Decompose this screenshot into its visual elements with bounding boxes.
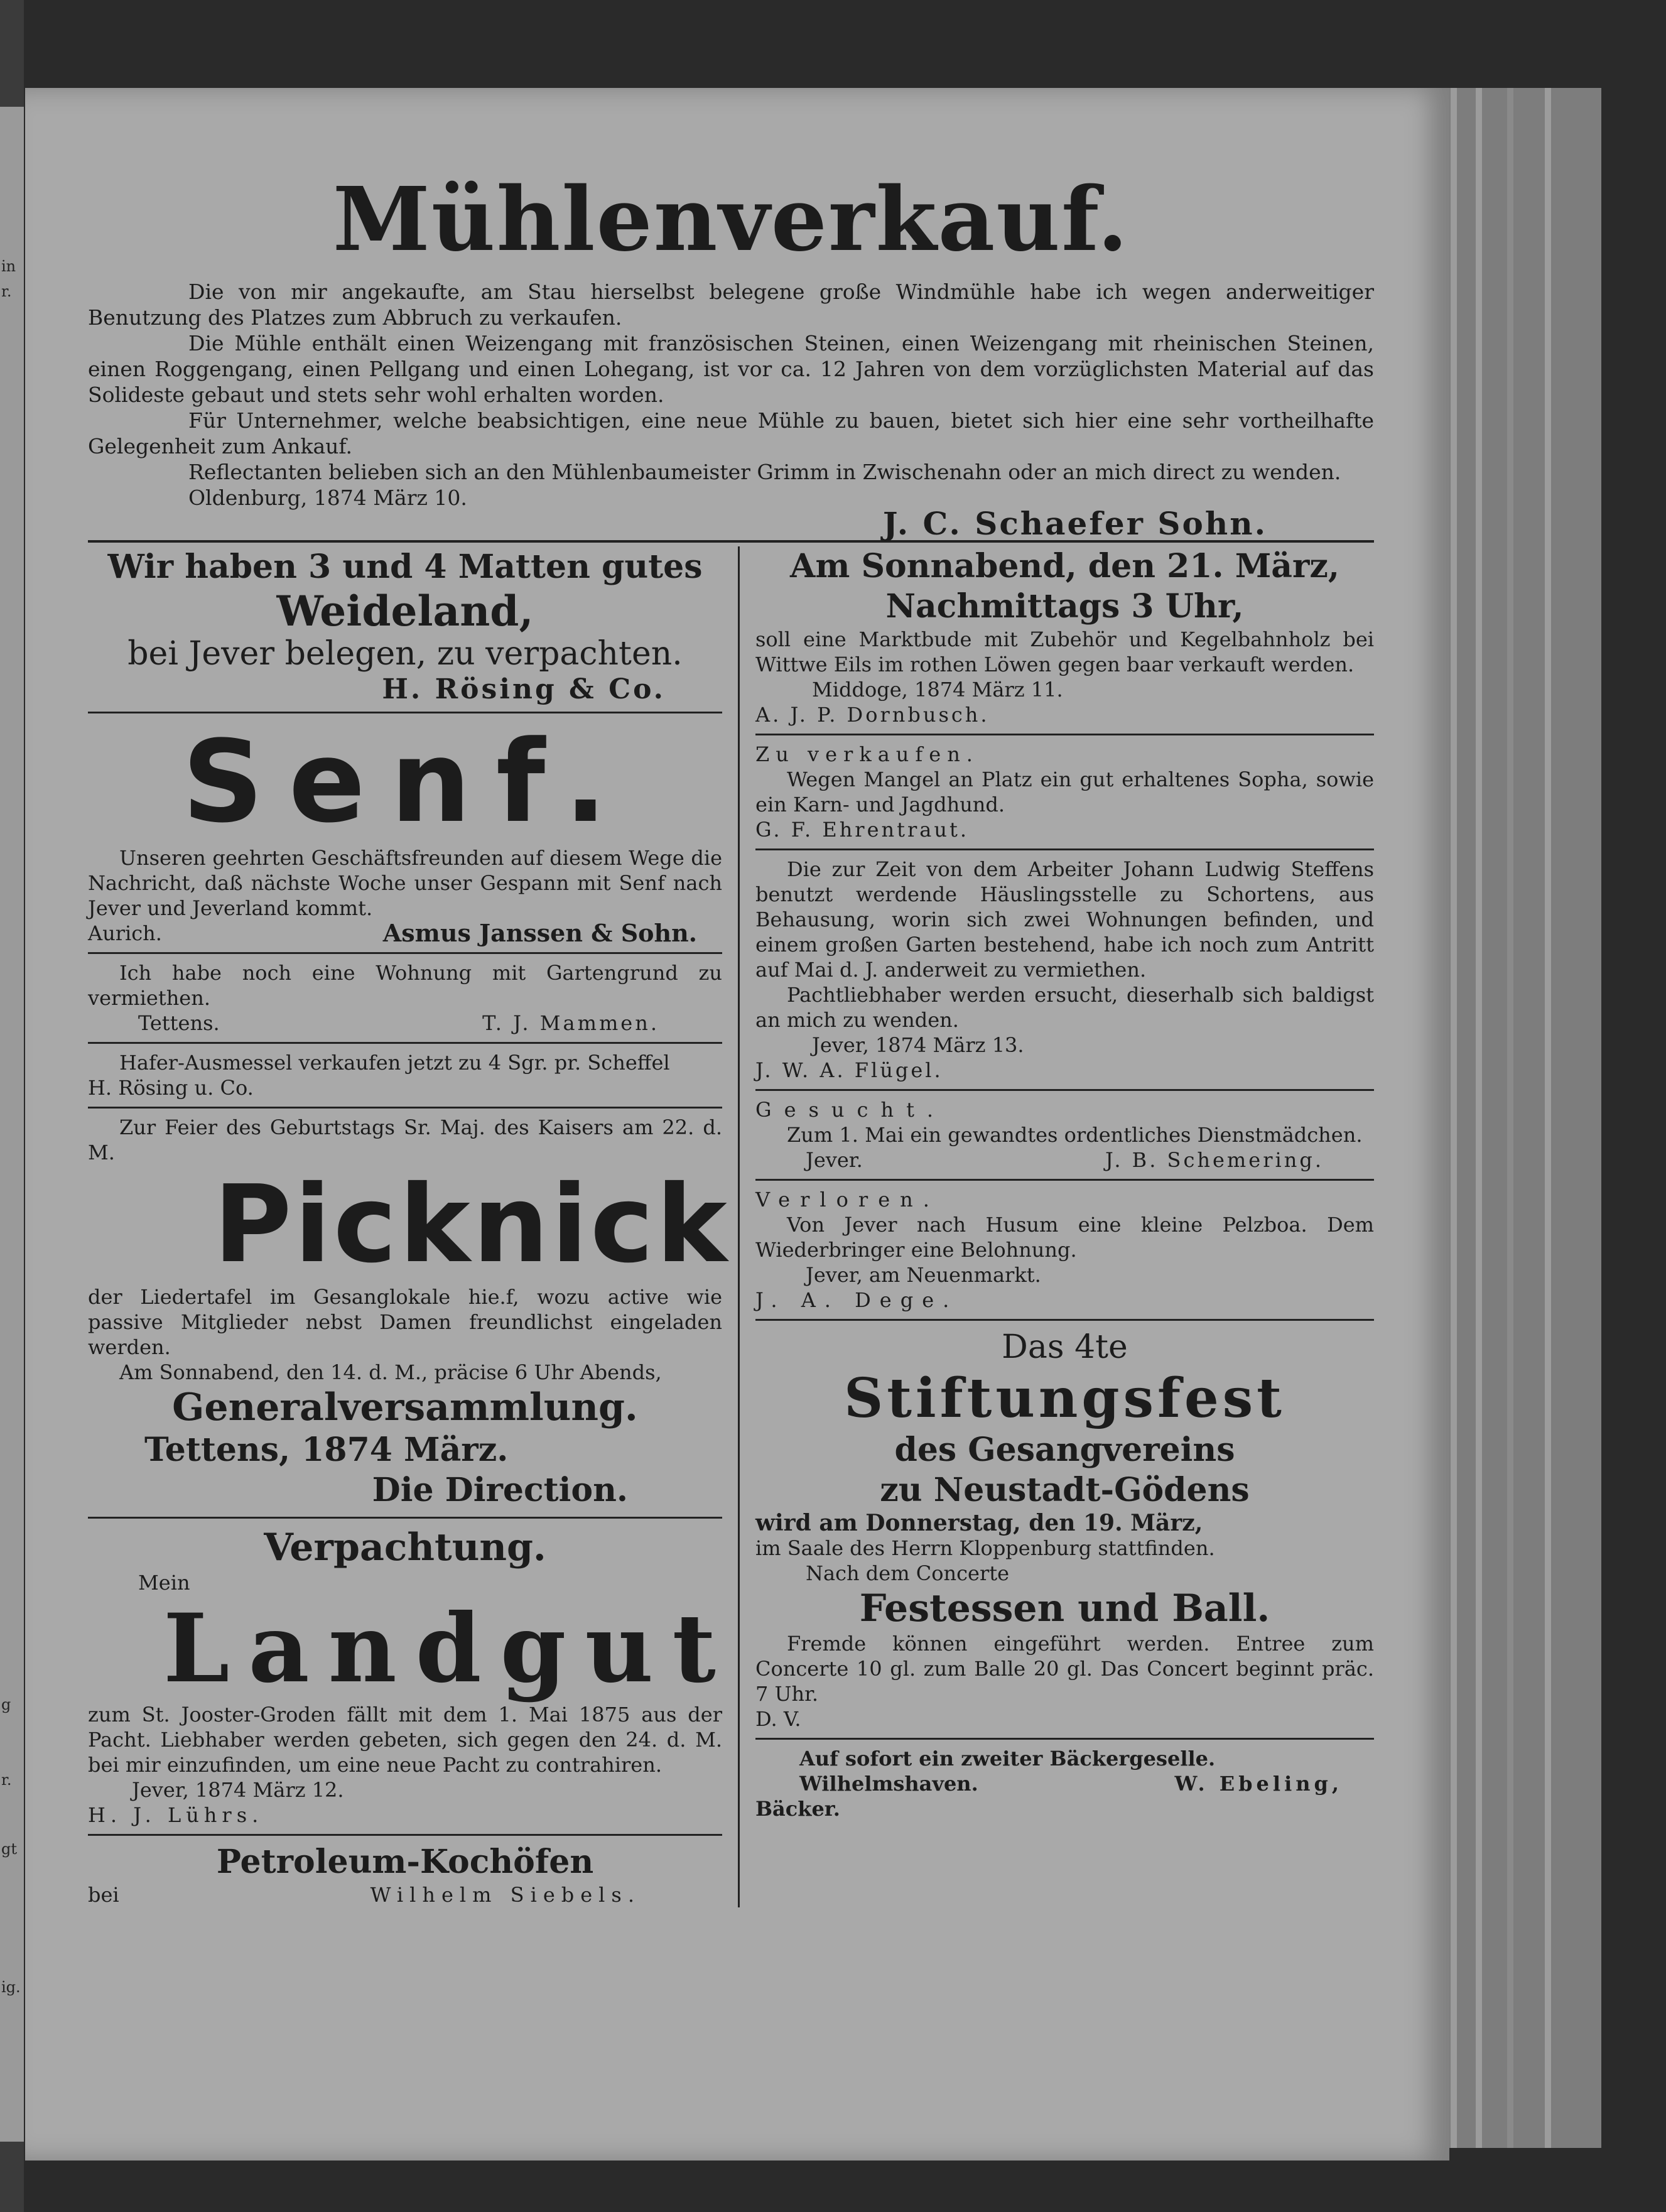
ad-senf-footer bbox=[88, 921, 722, 946]
ad-wohnung-place: Tettens. bbox=[138, 1011, 220, 1035]
ad-haeuslingsstelle-date: Jever, 1874 März 13. bbox=[812, 1033, 1024, 1057]
ad-verloren-signature: J. A. Dege. bbox=[755, 1288, 958, 1312]
ad-baecker-place: Wilhelmshaven. bbox=[799, 1772, 978, 1796]
ad-sonnabend-date: Middoge, 1874 März 11. bbox=[812, 678, 1063, 702]
facing-page-margin bbox=[0, 107, 24, 2142]
ad-generalversammlung-signature: Die Direction. bbox=[372, 1471, 628, 1509]
divider bbox=[755, 734, 1374, 735]
ad-stiftungsfest-line4: zu Neustadt-Gödens bbox=[880, 1471, 1250, 1509]
ad-weideland-line2: Weideland, bbox=[276, 587, 534, 636]
ad-petroleum-title: Petroleum-Kochöfen bbox=[216, 1843, 594, 1881]
ad-wohnung-text: Ich habe noch eine Wohnung mit Gartengrund zu vermiethen. bbox=[88, 961, 722, 1010]
margin-fragment: g bbox=[1, 1696, 11, 1713]
left-column bbox=[88, 546, 735, 1907]
ad-petroleum-footer bbox=[88, 1882, 722, 1907]
divider bbox=[88, 1107, 722, 1109]
ad-sonnabend-signature: A. J. P. Dornbusch. bbox=[755, 703, 990, 727]
divider bbox=[755, 1319, 1374, 1321]
margin-fragment: r. bbox=[1, 283, 12, 300]
divider bbox=[755, 1179, 1374, 1181]
ad-picknick-text: der Liedertafel im Gesanglokale hie.f, wozu active wie passive Mitglieder nebst Damen freundlichst eingeladen werden. bbox=[88, 1285, 722, 1359]
ad-picknick-title: Picknick bbox=[214, 1163, 730, 1287]
divider bbox=[755, 848, 1374, 850]
ad-baecker-text: Auf sofort ein zweiter Bäckergeselle. bbox=[799, 1747, 1216, 1770]
ad-stiftungsfest-text: Fremde können eingeführt werden. Entree zum Concerte 10 gl. zum Balle 20 gl. Das Concert beginnt präc. 7 Uhr. bbox=[755, 1632, 1374, 1706]
newspaper-page bbox=[25, 88, 1449, 2160]
ad-gesucht-place: Jever. bbox=[806, 1148, 863, 1172]
ad-gesucht-text: Zum 1. Mai ein gewandtes ordentliches Dienstmädchen. bbox=[787, 1123, 1363, 1147]
notice-paragraph: Für Unternehmer, welche beabsichtigen, eine neue Mühle zu bauen, bietet sich hier eine sehr vortheilhafte Gelegenheit zum Ankauf. bbox=[88, 408, 1374, 458]
ad-haeuslingsstelle-text: Die zur Zeit von dem Arbeiter Johann Ludwig Steffens benutzt werdende Häuslingsstelle zu Schortens, aus Behausung, worin sich zwei Wohnungen befinden, und einem großen Garten bestehend, habe ich noch zum Antritt auf Mai d. J. anderweit zu vermiethen. bbox=[755, 857, 1374, 982]
ad-zuverkaufen-title: Zu verkaufen. bbox=[755, 742, 979, 766]
ad-senf-place: Aurich. bbox=[88, 921, 162, 945]
ad-landgut-signature: H. J. Lührs. bbox=[88, 1803, 264, 1827]
ad-picknick-text2: Am Sonnabend, den 14. d. M., präcise 6 Uhr Abends, bbox=[119, 1360, 662, 1384]
ad-gesucht-signature: J. B. Schemering. bbox=[1105, 1148, 1324, 1172]
ad-verloren-text: Von Jever nach Husum eine kleine Pelzboa. Dem Wiederbringer eine Belohnung. bbox=[755, 1213, 1374, 1262]
ad-stiftungsfest-line3: des Gesangvereins bbox=[894, 1431, 1235, 1469]
ad-verloren-place: Jever, am Neuenmarkt. bbox=[806, 1263, 1041, 1287]
divider bbox=[88, 952, 722, 954]
ad-stiftungsfest-line8: Festessen und Ball. bbox=[859, 1586, 1270, 1630]
divider bbox=[88, 1042, 722, 1044]
ad-stiftungsfest-line6: im Saale des Herrn Kloppenburg stattfinden. bbox=[755, 1536, 1215, 1560]
margin-fragment: r. bbox=[1, 1771, 12, 1789]
divider bbox=[88, 712, 722, 713]
notice-signature: J. C. Schaefer Sohn. bbox=[882, 505, 1267, 542]
two-column-ads bbox=[88, 546, 1374, 1907]
ad-haeuslingsstelle-signature: J. W. A. Flügel. bbox=[755, 1058, 943, 1082]
divider bbox=[88, 1517, 722, 1519]
ad-stiftungsfest-signature: D. V. bbox=[755, 1707, 801, 1731]
book-page-edges bbox=[1438, 88, 1601, 2148]
divider bbox=[88, 1834, 722, 1836]
notice-paragraph: Die von mir angekaufte, am Stau hierselbst belegene große Windmühle habe ich wegen anderweitiger Benutzung des Platzes zum Abbruch zu verkaufen. bbox=[88, 279, 1374, 330]
ad-weideland-signature: H. Rösing & Co. bbox=[382, 673, 666, 705]
notice-muehlenverkauf bbox=[88, 279, 1374, 542]
notice-place-date: Oldenburg, 1874 März 10. bbox=[188, 485, 467, 510]
ad-gesucht-footer bbox=[755, 1147, 1374, 1173]
ad-senf-signature: Asmus Janssen & Sohn. bbox=[382, 919, 697, 947]
ad-gesucht-title: Gesucht. bbox=[755, 1098, 946, 1122]
ad-hafer-signature: H. Rösing u. Co. bbox=[88, 1076, 254, 1100]
ad-zuverkaufen-signature: G. F. Ehrentraut. bbox=[755, 818, 970, 842]
page-content bbox=[88, 170, 1374, 1907]
ad-weideland-line3: bei Jever belegen, zu verpachten. bbox=[127, 635, 683, 673]
notice-paragraph: Reflectanten belieben sich an den Mühlenbaumeister Grimm in Zwischenahn oder an mich direct zu wenden. bbox=[188, 460, 1341, 484]
ad-wohnung-footer bbox=[88, 1011, 722, 1036]
divider bbox=[755, 1089, 1374, 1091]
ad-sonnabend-line1: Am Sonnabend, den 21. März, bbox=[789, 547, 1340, 585]
ad-stiftungsfest-line5: wird am Donnerstag, den 19. März, bbox=[755, 1510, 1203, 1536]
margin-fragment: gt bbox=[1, 1840, 18, 1858]
ad-landgut-text: zum St. Jooster-Groden fällt mit dem 1. Mai 1875 aus der Pacht. Liebhaber werden gebeten, sich gegen den 24. d. M. bei mir einzufinden, um eine neue Pacht zu contrahiren. bbox=[88, 1703, 722, 1777]
ad-verpachtung-title: Verpachtung. bbox=[264, 1526, 546, 1570]
margin-fragment: ig. bbox=[1, 1978, 21, 1996]
ad-stiftungsfest-line1: Das 4te bbox=[1002, 1328, 1128, 1366]
ad-weideland-line1: Wir haben 3 und 4 Matten gutes bbox=[107, 548, 703, 586]
margin-fragment: in bbox=[1, 258, 16, 275]
ad-landgut-title: Landgut bbox=[163, 1593, 735, 1704]
ad-feier-text: Zur Feier des Geburtstags Sr. Maj. des Kaisers am 22. d. M. bbox=[88, 1115, 722, 1164]
ad-baecker-footer bbox=[755, 1771, 1374, 1796]
ad-baecker-signature: W. Ebeling, bbox=[1174, 1772, 1343, 1796]
notice-paragraph: Die Mühle enthält einen Weizengang mit französischen Steinen, einen Weizengang mit rheinischen Steinen, einen Roggengang, einen Pellgang und einen Lohegang, ist vor ca. 12 Jahren von dem vorzüglichsten Material auf das Solideste gebaut und stets sehr wohl erhalten worden. bbox=[88, 331, 1374, 407]
ad-sonnabend-text: soll eine Marktbude mit Zubehör und Kegelbahnholz bei Wittwe Eils im rothen Löwen gegen baar verkauft werden. bbox=[755, 627, 1374, 676]
ad-stiftungsfest-title: Stiftungsfest bbox=[844, 1367, 1285, 1430]
ad-generalversammlung-place: Tettens, 1874 März. bbox=[144, 1431, 509, 1469]
ad-senf-text: Unseren geehrten Geschäftsfreunden auf diesem Wege die Nachricht, daß nächste Woche unser Gespann mit Senf nach Jever und Jeverland kommt. bbox=[88, 846, 722, 920]
ad-verpachtung-mein: Mein bbox=[138, 1571, 190, 1595]
ad-stiftungsfest-line7: Nach dem Concerte bbox=[806, 1561, 1010, 1585]
ad-wohnung-signature: T. J. Mammen. bbox=[482, 1011, 659, 1035]
ad-hafer-text: Hafer-Ausmessel verkaufen jetzt zu 4 Sgr. pr. Scheffel bbox=[119, 1051, 670, 1075]
ad-baecker-signature2: Bäcker. bbox=[755, 1797, 840, 1821]
ad-sonnabend-line2: Nachmittags 3 Uhr, bbox=[885, 587, 1244, 626]
ad-landgut-date: Jever, 1874 März 12. bbox=[132, 1778, 344, 1802]
ad-zuverkaufen-text: Wegen Mangel an Platz ein gut erhaltenes Sopha, sowie ein Karn- und Jagdhund. bbox=[755, 767, 1374, 816]
right-column bbox=[738, 546, 1374, 1907]
divider bbox=[755, 1738, 1374, 1740]
ad-senf-title: Senf. bbox=[182, 717, 632, 848]
ad-petroleum-signature: Wilhelm Siebels. bbox=[370, 1883, 641, 1907]
ad-petroleum-bei: bei bbox=[88, 1883, 119, 1907]
ad-haeuslingsstelle-text2: Pachtliebhaber werden ersucht, dieserhalb sich baldigst an mich zu wenden. bbox=[755, 983, 1374, 1032]
ad-generalversammlung-title: Generalversammlung. bbox=[172, 1385, 638, 1429]
notice-title-muehlenverkauf: Mühlenverkauf. bbox=[332, 168, 1130, 271]
ad-verloren-title: Verloren. bbox=[755, 1188, 939, 1212]
